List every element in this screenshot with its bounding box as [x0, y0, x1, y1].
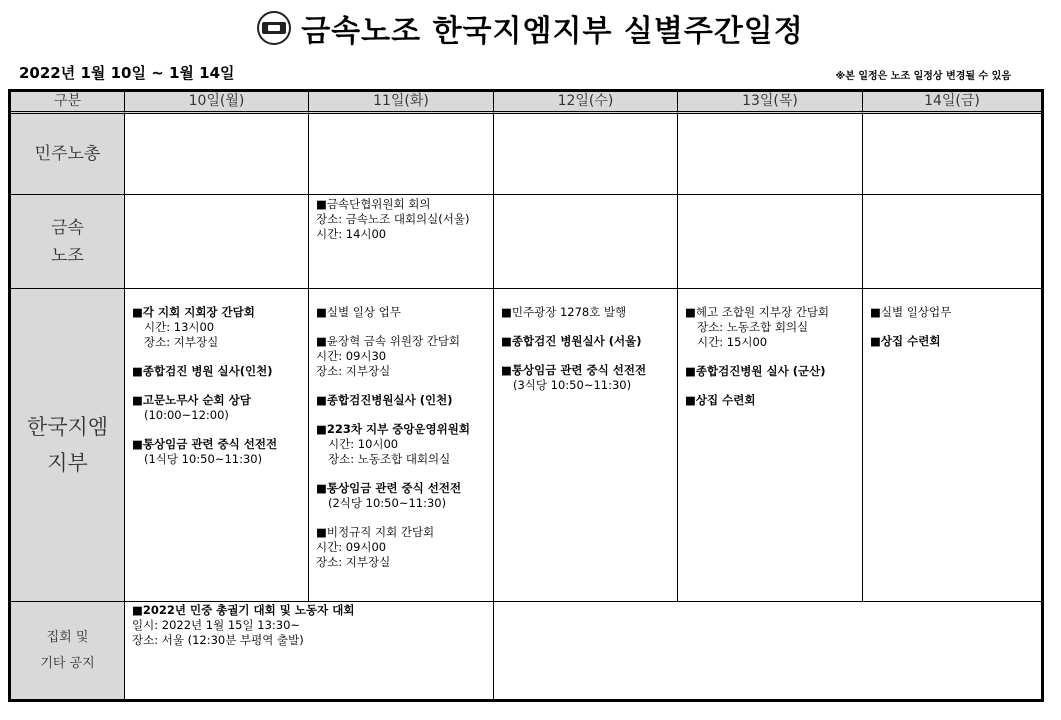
row-label-line2: 기타 공지 — [40, 655, 95, 671]
row-label-line2: 노조 — [51, 245, 84, 266]
event-title: ■ 223차 지부 중앙운영위원회 — [316, 422, 486, 437]
event-title: ■ 실별 일상업무 — [870, 305, 1034, 320]
event-title: ■ 민주광장 1278호 발행 — [501, 305, 670, 320]
event-time: 시간: 14시00 — [316, 227, 387, 241]
gm-thu-cell — [678, 289, 863, 602]
event-place: 장소: 노동조합 회의실 — [697, 320, 809, 334]
event-place: (2식당 10:50~11:30) — [328, 496, 447, 510]
minju-thu-cell — [678, 114, 863, 195]
event-title: ■ 금속단협위원회 회의 — [316, 197, 486, 212]
notice-empty-cell — [494, 602, 1041, 699]
event-place: 장소: 노동조합 대회의실 — [328, 452, 451, 466]
day-header-thu: 13일(목) — [678, 92, 863, 114]
event-time: 시간: 09시30 — [316, 349, 387, 363]
event-item — [316, 393, 486, 408]
event-place: 장소: 금속노조 대회의실(서울) — [316, 212, 470, 226]
geumsok-fri-cell — [863, 195, 1041, 289]
event-place: 장소: 지부장실 — [316, 364, 391, 378]
row-label-line1: 한국지엠 — [26, 415, 109, 439]
event-item — [870, 305, 1034, 320]
event-title: ■ 2022년 민중 총궐기 대회 및 노동자 대회 — [132, 603, 486, 618]
notice-events-cell — [125, 602, 494, 699]
event-date: 일시: 2022년 1월 15일 13:30~ — [132, 618, 301, 632]
row-header-minju — [11, 114, 125, 195]
event-title: ■ 종합검진병원실사 (인천) — [316, 393, 486, 408]
event-item — [132, 305, 301, 350]
event-item — [316, 305, 486, 320]
event-item — [316, 197, 486, 242]
geumsok-tue-cell — [309, 195, 494, 289]
row-header-gm — [11, 289, 125, 602]
event-title: ■ 상집 수련회 — [870, 334, 1034, 349]
event-item — [132, 437, 301, 467]
corner-header: 구분 — [11, 92, 125, 114]
row-label-line1: 집회 및 — [46, 629, 89, 645]
gm-fri-cell — [863, 289, 1041, 602]
row-header-geumsok — [11, 195, 125, 289]
geumsok-mon-cell — [125, 195, 309, 289]
gm-tue-cell — [309, 289, 494, 602]
gm-wed-cell — [494, 289, 678, 602]
event-item — [685, 393, 855, 408]
event-place: (3식당 10:50~11:30) — [513, 378, 632, 392]
event-time: 시간: 15시00 — [697, 335, 768, 349]
event-item — [685, 305, 855, 350]
event-title: ■ 통상임금 관련 중식 선전전 — [501, 363, 670, 378]
event-time: 시간: 10시00 — [328, 437, 399, 451]
day-header-mon: 10일(월) — [125, 92, 309, 114]
event-title: ■ 종합검진 병원 실사(인천) — [132, 364, 301, 379]
day-header-wed: 12일(수) — [494, 92, 678, 114]
geumsok-thu-cell — [678, 195, 863, 289]
event-item — [501, 334, 670, 349]
event-item — [316, 334, 486, 379]
minju-tue-cell — [309, 114, 494, 195]
date-range: 2022년 1월 10일 ~ 1월 14일 — [19, 64, 235, 82]
event-place: 장소: 서울 (12:30분 부평역 출발) — [132, 633, 304, 647]
schedule-table — [8, 89, 1044, 702]
row-label: 민주노총 — [34, 144, 101, 164]
minju-wed-cell — [494, 114, 678, 195]
event-item — [132, 393, 301, 423]
event-place: (1식당 10:50~11:30) — [144, 452, 263, 466]
gm-mon-cell — [125, 289, 309, 602]
event-title: ■ 종합검진병원 실사 (군산) — [685, 364, 855, 379]
title-bar — [0, 6, 1061, 50]
minju-fri-cell — [863, 114, 1041, 195]
event-title: ■ 비정규직 지회 간담회 — [316, 525, 486, 540]
event-title: ■ 통상임금 관련 중식 선전전 — [132, 437, 301, 452]
row-header-notice — [11, 602, 125, 699]
event-item — [316, 422, 486, 467]
event-title: ■ 통상임금 관련 중식 선전전 — [316, 481, 486, 496]
geumsok-wed-cell — [494, 195, 678, 289]
event-item — [316, 525, 486, 570]
event-title: ■ 고문노무사 순회 상담 — [132, 393, 301, 408]
event-time: 시간: 13시00 — [144, 320, 215, 334]
event-item — [132, 603, 486, 648]
event-time: 시간: 09시00 — [316, 540, 387, 554]
union-logo-icon — [257, 11, 291, 45]
event-item — [501, 363, 670, 393]
day-header-fri: 14일(금) — [863, 92, 1041, 114]
event-title: ■ 종합검진 병원실사 (서울) — [501, 334, 670, 349]
schedule-change-note: ※본 일정은 노조 일정상 변경될 수 있음 — [835, 71, 1011, 82]
event-item — [501, 305, 670, 320]
event-time: (10:00~12:00) — [144, 408, 229, 422]
event-title: ■ 헤고 조합원 지부장 간담회 — [685, 305, 855, 320]
row-label-line2: 지부 — [47, 451, 88, 475]
event-place: 장소: 지부장실 — [316, 555, 391, 569]
event-title: ■ 실별 일상 업무 — [316, 305, 486, 320]
event-item — [316, 481, 486, 511]
day-header-tue: 11일(화) — [309, 92, 494, 114]
event-item — [870, 334, 1034, 349]
event-title: ■ 상집 수련회 — [685, 393, 855, 408]
event-item — [685, 364, 855, 379]
event-title: ■ 윤장혁 금속 위원장 간담회 — [316, 334, 486, 349]
event-place: 장소: 지부장실 — [144, 335, 219, 349]
page-title: 금속노조 한국지엠지부 실별주간일정 — [301, 14, 804, 49]
minju-mon-cell — [125, 114, 309, 195]
event-title: ■ 각 지회 지회장 간담회 — [132, 305, 301, 320]
row-label-line1: 금속 — [51, 217, 84, 238]
event-item — [132, 364, 301, 379]
